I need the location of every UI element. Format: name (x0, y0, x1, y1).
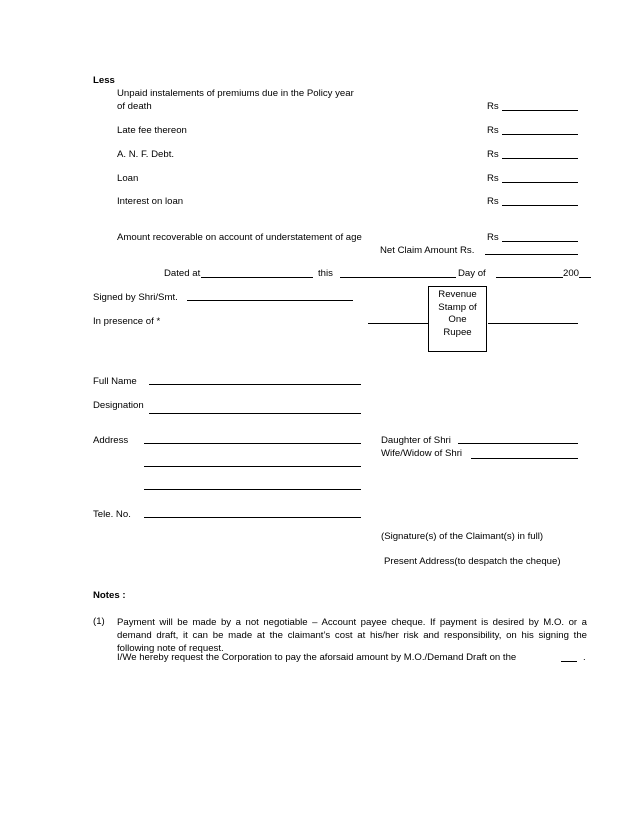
request-text: I/We hereby request the Corporation to pay the aforsaid amount by M.O./Demand Draft on the (117, 652, 517, 663)
address-field-line1[interactable] (144, 443, 361, 444)
loan-label: Loan (117, 173, 139, 184)
wife-widow-field[interactable] (471, 458, 578, 459)
rs-label: Rs (487, 232, 499, 243)
request-date-field[interactable] (561, 661, 577, 662)
claimant-signature-line-left[interactable] (368, 323, 428, 324)
tele-no-label: Tele. No. (93, 509, 131, 520)
signed-by-field[interactable] (187, 300, 353, 301)
stamp-text-line: One (448, 314, 467, 325)
tele-no-field[interactable] (144, 517, 361, 518)
stamp-text-line: Rupee (443, 326, 472, 338)
claimant-signature-line-right[interactable] (488, 323, 578, 324)
this-label: this (318, 268, 333, 279)
wife-widow-label: Wife/Widow of Shri (381, 448, 463, 459)
rs-label: Rs (487, 101, 499, 112)
understatement-amount-field[interactable] (502, 241, 578, 242)
rs-label: Rs (487, 149, 499, 160)
dated-at-field[interactable] (201, 277, 313, 278)
full-name-label: Full Name (93, 376, 137, 387)
rs-label: Rs (487, 196, 499, 207)
address-field-line3[interactable] (144, 489, 361, 490)
rs-label: Rs (487, 125, 499, 136)
designation-label: Designation (93, 400, 144, 411)
daughter-of-label: Daughter of Shri (381, 435, 451, 446)
understatement-age-label: Amount recoverable on account of understatement of age (117, 232, 362, 243)
net-claim-amount-field[interactable] (485, 254, 578, 255)
year-field[interactable] (579, 277, 591, 278)
interest-on-loan-label: Interest on loan (117, 196, 184, 207)
request-period: . (583, 652, 586, 663)
claimant-signature-caption: (Signature(s) of the Claimant(s) in full) (381, 531, 544, 542)
notes-heading: Notes : (93, 590, 126, 601)
note-number: (1) (93, 616, 105, 627)
designation-field[interactable] (149, 413, 361, 414)
stamp-text-line: Revenue (438, 289, 477, 300)
less-heading: Less (93, 75, 115, 86)
rs-label: Rs (487, 173, 499, 184)
loan-amount-field[interactable] (502, 182, 578, 183)
unpaid-premiums-label-cont: of death (117, 101, 152, 112)
address-field-line2[interactable] (144, 466, 361, 467)
note-paragraph: Payment will be made by a not negotiable – Account payee cheque. If payment is desired by M.O. or a demand draft, it can be made at the claimant’s cost at his/her risk and responsibility, on his signing the following note of request. (117, 617, 587, 654)
in-presence-label: In presence of * (93, 316, 161, 327)
signed-by-label: Signed by Shri/Smt. (93, 292, 178, 303)
unpaid-premiums-label: Unpaid instalements of premiums due in the Policy year (117, 88, 354, 99)
daughter-of-field[interactable] (458, 443, 578, 444)
interest-amount-field[interactable] (502, 205, 578, 206)
this-day-field[interactable] (340, 277, 456, 278)
anf-debt-label: A. N. F. Debt. (117, 149, 175, 160)
anf-debt-amount-field[interactable] (502, 158, 578, 159)
address-label: Address (93, 435, 129, 446)
net-claim-label: Net Claim Amount Rs. (380, 245, 475, 256)
revenue-stamp-box (428, 286, 487, 352)
day-of-label: Day of (458, 268, 486, 279)
year-prefix: 200 (563, 268, 580, 279)
dated-at-label: Dated at (164, 268, 201, 279)
month-field[interactable] (496, 277, 563, 278)
present-address-caption: Present Address(to despatch the cheque) (384, 556, 561, 567)
late-fee-label: Late fee thereon (117, 125, 187, 136)
full-name-field[interactable] (149, 384, 361, 385)
stamp-text-line: Stamp of (438, 301, 477, 313)
unpaid-premiums-amount-field[interactable] (502, 110, 578, 111)
late-fee-amount-field[interactable] (502, 134, 578, 135)
